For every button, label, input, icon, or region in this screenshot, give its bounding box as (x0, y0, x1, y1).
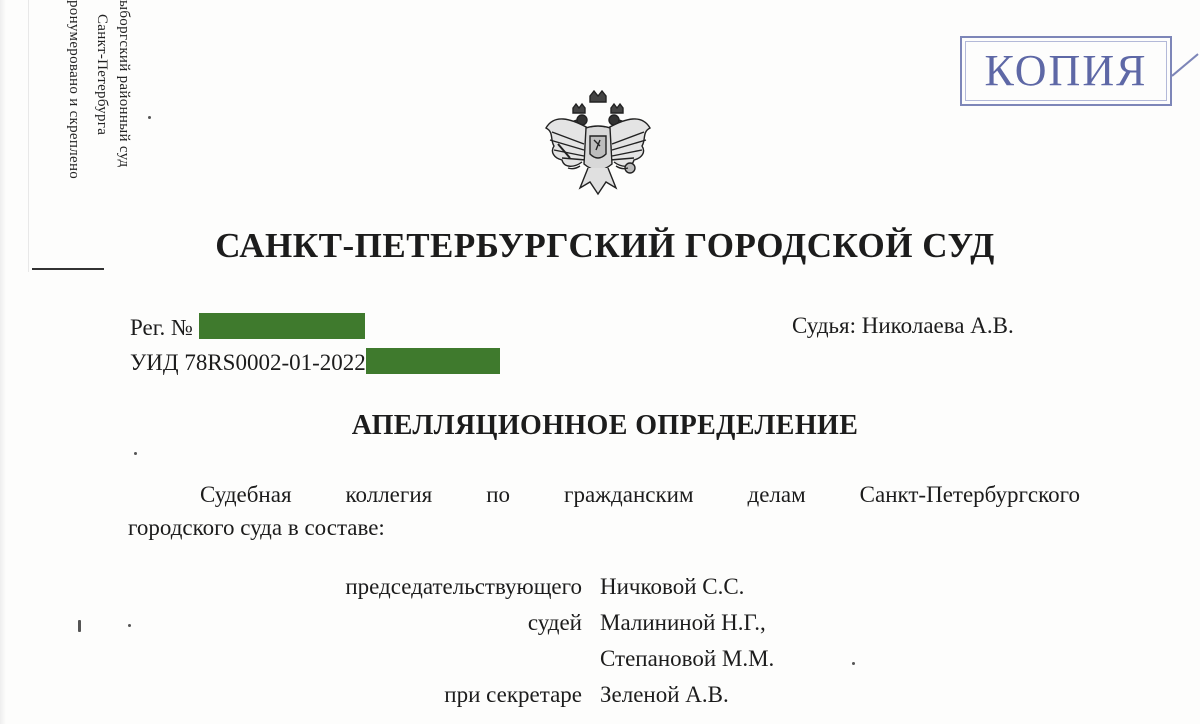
scan-speck (134, 452, 137, 455)
panel-member: Зеленой А.В. (600, 682, 729, 707)
judge-name: Судья: Николаева А.В. (792, 313, 1014, 338)
panel-member: Ничковой С.С. (600, 574, 745, 599)
court-title: САНКТ-ПЕТЕРБУРГСКИЙ ГОРОДСКОЙ СУД (215, 226, 995, 265)
coat-of-arms-icon (540, 88, 656, 200)
binding-stamp-line: ыборгский районный суд (116, 0, 132, 168)
scan-speck (78, 620, 81, 632)
panel-member: Малининой Н.Г., (600, 610, 766, 635)
panel-role: председательствующего (345, 574, 582, 599)
panel-row (0, 610, 1200, 644)
scan-speck (128, 624, 131, 627)
scan-speck (852, 662, 855, 665)
document-title: АПЕЛЛЯЦИОННОЕ ОПРЕДЕЛЕНИЕ (351, 410, 859, 441)
stamp-mark (1171, 53, 1198, 76)
panel-row (0, 682, 1200, 716)
binding-stamp-line: Санкт-Петербурга (94, 14, 110, 136)
intro-line: городского суда в составе: (128, 515, 385, 540)
intro-paragraph (128, 478, 1080, 544)
panel-row (0, 574, 1200, 608)
registration-number (130, 313, 365, 341)
redaction-block (199, 313, 365, 339)
uid-number (130, 348, 500, 376)
scan-speck (148, 116, 151, 119)
redaction-block (366, 348, 500, 374)
copy-stamp: КОПИЯ (960, 36, 1172, 106)
registration-label: Рег. № (130, 315, 193, 340)
panel-row (0, 646, 1200, 680)
panel-role: при секретаре (444, 682, 582, 707)
uid-label: УИД 78RS0002-01-2022 (130, 350, 366, 375)
binding-stamp-line: ронумеровано и скреплено (66, 0, 82, 180)
panel-role: судей (527, 610, 582, 635)
intro-line: Судебная коллегия по гражданским делам Санкт-Петербургского (200, 482, 1080, 507)
panel-member: Степановой М.М. (600, 646, 775, 671)
binding-strip-rule (32, 268, 104, 270)
